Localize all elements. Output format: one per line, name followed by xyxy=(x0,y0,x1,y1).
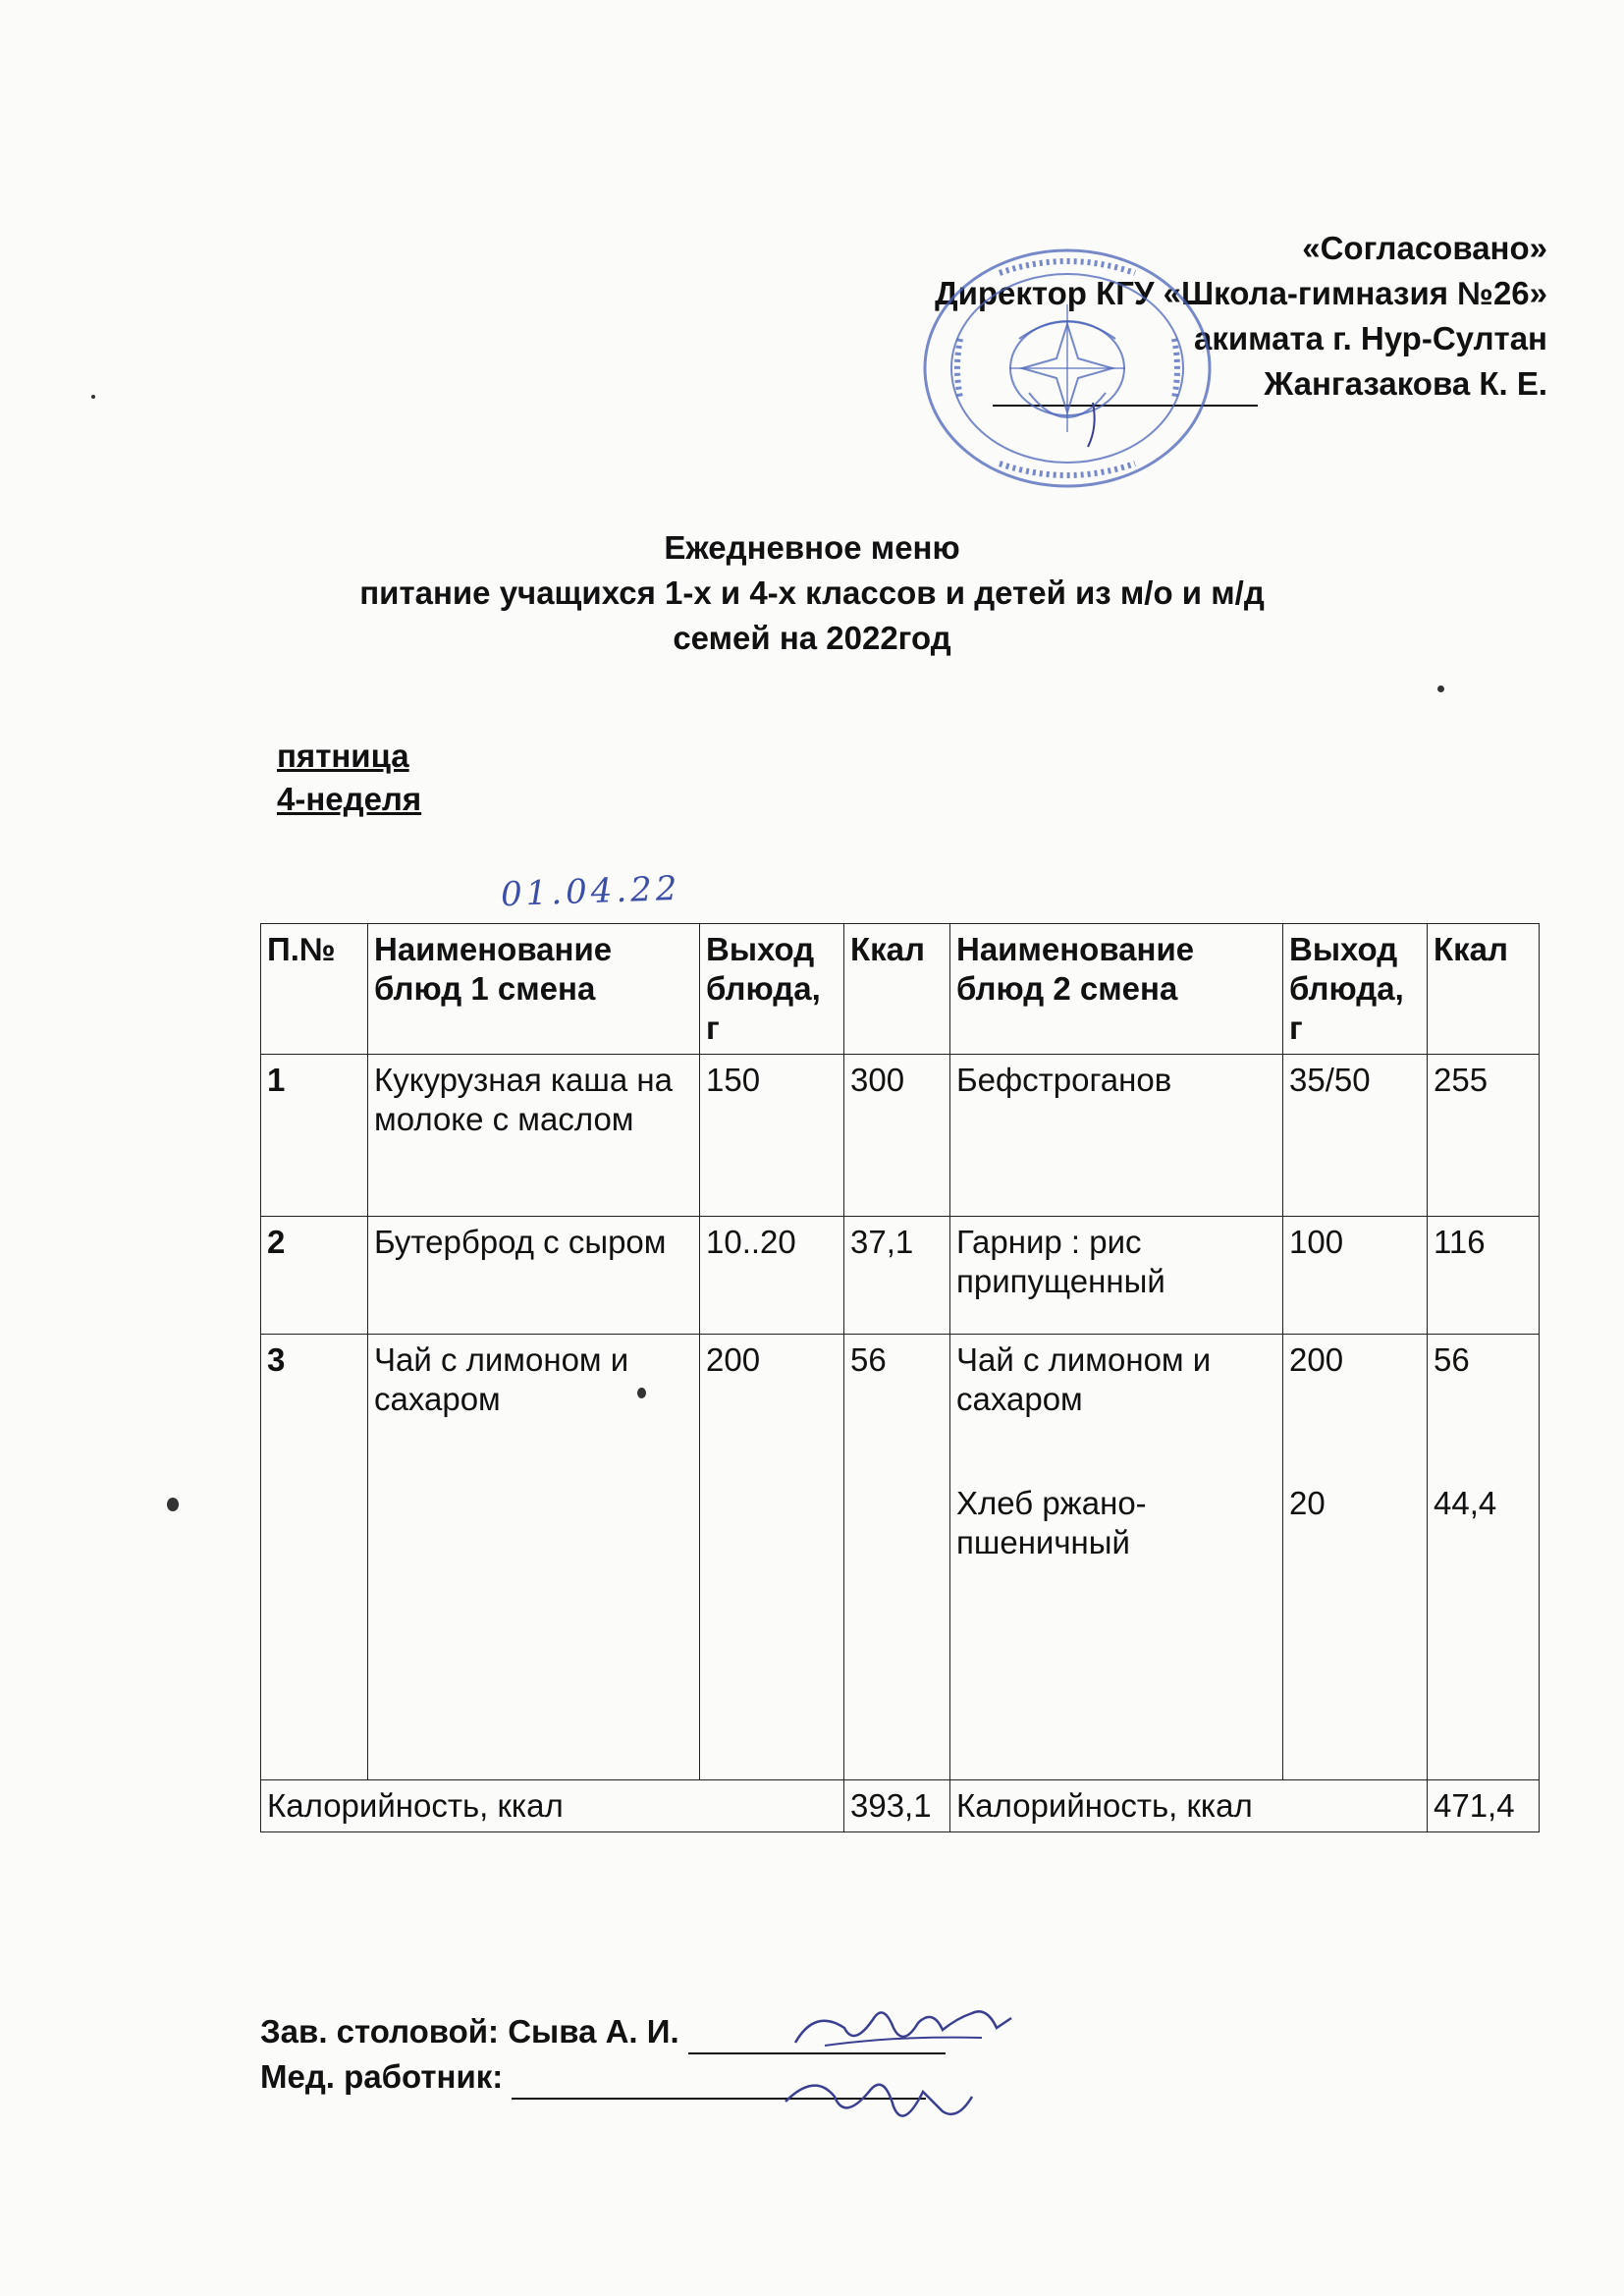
scan-speck xyxy=(167,1498,179,1511)
kcal-shift-1: 300 xyxy=(844,1055,950,1217)
approval-org: акимата г. Нур-Султан xyxy=(1193,320,1547,356)
kcal-shift-2: 116 xyxy=(1428,1217,1540,1335)
yield-shift-2: 200 xyxy=(1289,1341,1344,1378)
header-yield-shift-1: Выход блюда, г xyxy=(700,924,844,1055)
day-block xyxy=(277,735,421,821)
table-row xyxy=(261,1055,1540,1217)
dish-shift-1: Чай с лимоном и сахаром xyxy=(368,1335,700,1780)
document-title xyxy=(0,525,1624,661)
title-line-1: Ежедневное меню xyxy=(664,529,960,566)
header-number: П.№ xyxy=(261,924,368,1055)
yield-shift-2-extra: 20 xyxy=(1289,1485,1326,1521)
handwritten-date: 01.04.22 xyxy=(500,868,682,915)
title-line-2: питание учащихся 1-х и 4-х классов и детей из м/о и м/д xyxy=(359,574,1265,611)
dish-shift-1: Кукурузная каша на молоке с маслом xyxy=(368,1055,700,1217)
totals-row xyxy=(261,1780,1540,1832)
canteen-head-signature-icon xyxy=(785,1989,1021,2067)
dish-shift-1: Бутерброд с сыром xyxy=(368,1217,700,1335)
header-yield-shift-2: Выход блюда, г xyxy=(1283,924,1428,1055)
scan-speck xyxy=(91,395,95,399)
table-row xyxy=(261,1217,1540,1335)
scan-speck xyxy=(637,1388,646,1398)
header-dish-shift-2: Наименование блюд 2 смена xyxy=(950,924,1283,1055)
medic-label: Мед. работник: xyxy=(260,2058,504,2095)
table-header-row xyxy=(261,924,1540,1055)
kcal-shift-2: 56 xyxy=(1434,1341,1470,1378)
header-kcal-shift-1: Ккал xyxy=(844,924,950,1055)
yield-shift-1: 150 xyxy=(700,1055,844,1217)
total-kcal-shift-1: 393,1 xyxy=(844,1780,950,1832)
approval-position: Директор КГУ «Школа-гимназия №26» xyxy=(935,275,1547,311)
director-name: Жангазакова К. Е. xyxy=(1264,365,1547,402)
title-line-3: семей на 2022год xyxy=(673,620,951,656)
dish-shift-2: Бефстроганов xyxy=(950,1055,1283,1217)
dish-shift-2: Чай с лимоном и сахаром xyxy=(956,1341,1212,1417)
row-number: 2 xyxy=(261,1217,368,1335)
weekday: пятница xyxy=(277,738,409,774)
kcal-shift-2: 255 xyxy=(1428,1055,1540,1217)
week-number: 4-неделя xyxy=(277,781,422,817)
yield-shift-1: 200 xyxy=(700,1335,844,1780)
kcal-shift-2-extra: 44,4 xyxy=(1434,1485,1497,1521)
scan-speck xyxy=(1437,685,1444,692)
total-kcal-shift-2: 471,4 xyxy=(1428,1780,1540,1832)
yield-shift-2: 35/50 xyxy=(1283,1055,1428,1217)
yield-shift-2: 100 xyxy=(1283,1217,1428,1335)
menu-table xyxy=(260,923,1540,1832)
canteen-head-label: Зав. столовой: Сыва А. И. xyxy=(260,2013,679,2050)
row-number: 1 xyxy=(261,1055,368,1217)
dish-shift-2-cell xyxy=(950,1335,1283,1780)
dish-shift-2-extra: Хлеб ржано-пшеничный xyxy=(956,1485,1147,1560)
yield-shift-2-cell xyxy=(1283,1335,1428,1780)
table-row xyxy=(261,1335,1540,1780)
row-number: 3 xyxy=(261,1335,368,1780)
kcal-shift-1: 56 xyxy=(844,1335,950,1780)
total-label-shift-1: Калорийность, ккал xyxy=(261,1780,844,1832)
kcal-shift-1: 37,1 xyxy=(844,1217,950,1335)
dish-shift-2: Гарнир : рис припущенный xyxy=(950,1217,1283,1335)
header-dish-shift-1: Наименование блюд 1 смена xyxy=(368,924,700,1055)
medic-signature-icon xyxy=(776,2062,982,2141)
official-seal-icon xyxy=(921,246,1214,491)
kcal-shift-2-cell xyxy=(1428,1335,1540,1780)
total-label-shift-2: Калорийность, ккал xyxy=(950,1780,1428,1832)
approval-heading: «Согласовано» xyxy=(1302,230,1547,266)
yield-shift-1: 10..20 xyxy=(700,1217,844,1335)
header-kcal-shift-2: Ккал xyxy=(1428,924,1540,1055)
